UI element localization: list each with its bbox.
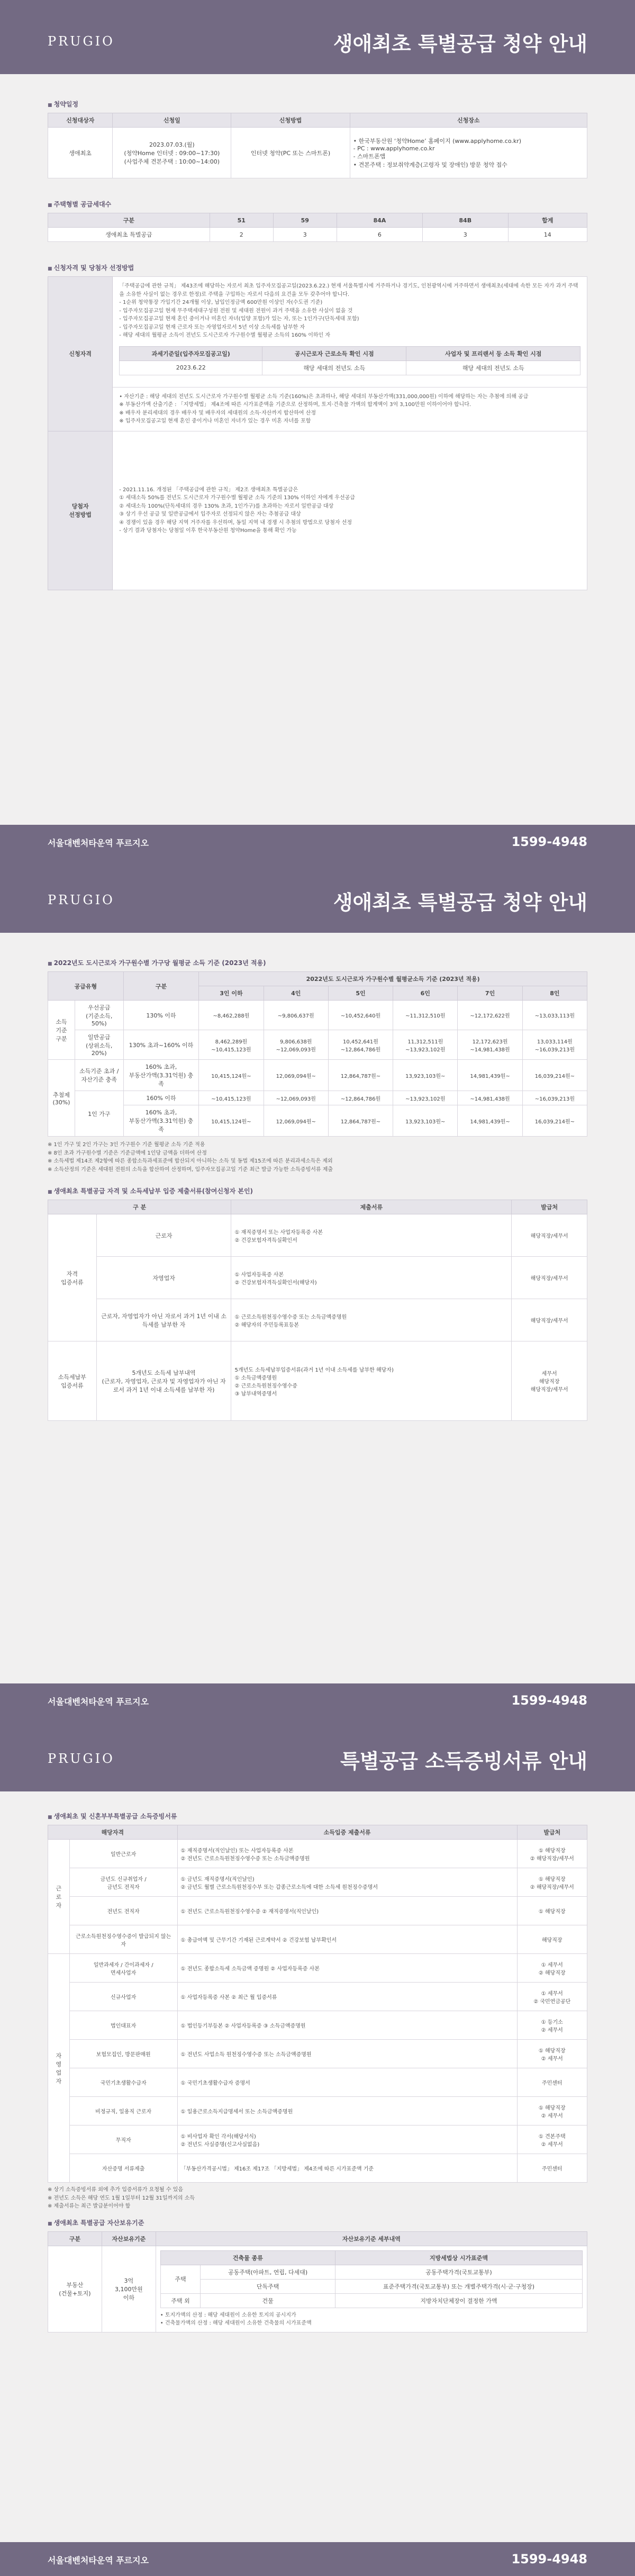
footer-phone: 1599-4948 [511,834,587,849]
table-cell: ① 세무서 ② 해당직장 [517,1954,587,1983]
table-cell: 전년도 전직자 [69,1897,177,1925]
table-header: 자산보유기준 [102,2231,156,2246]
table-row [48,1868,587,1897]
table-header: 3인 이하 [199,986,264,1001]
table-cell: ① 세무서 ② 국민연금공단 [517,1983,587,2011]
table-cell: ① 국민기초생활수급자 증명서 [177,2068,517,2097]
table-cell: ~9,806,637원 [264,1001,328,1030]
table-cell: 해당직장 [517,1925,587,1954]
footer-phone: 1599-4948 [511,2552,587,2566]
table-cell: 주민센터 [517,2154,587,2183]
table-row [48,1060,587,1091]
table-cell: ① 해당직장 ② 세무서 [517,2097,587,2125]
eligibility-text: 「주택공급에 관한 규칙」 제43조에 해당하는 자로서 최초 입주자모집공고일(2023.6.22.) 현재 서울특별시에 거주하거나 경기도, 인천광역시에 거주하면서 생애최초(세대에 속한 모든 자가 과거 주택을 소유한 사실이 없는 경우로 한정)로 주택을 구입하는 자로서 다음의 요건을 모두 갖추어야 합니다. - 1순위 청약통장 가입기간 24개월 이상, 납입인정금액 600만원 이상인 자(수도권 기준) - 입주자모집공고일 현재 무주택세대구성원 전원 및 세대원 전원이 과거 주택을 소유한 사실이 없을 것 - 입주자모집공고일 현재 혼인 중이거나 미혼인 자녀(입양 포함)가 있는 자, 또는 1인가구(단독세대 포함) - 입주자모집공고일 현재 근로자 또는 자영업자로서 5년 이상 소득세를 납부한 자 - 해당 세대의 월평균 소득이 전년도 도시근로자 가구원수별 월평균 소득의 160% 이하인 자 [119,283,578,338]
table-cell: 8,462,289원 ~10,415,123원 [199,1030,264,1060]
table-cell: 지방자치단체장이 결정한 가액 [335,2293,582,2308]
table-cell: 보험모집인, 방문판매원 [69,2040,177,2068]
table-cell: ~16,039,213원 [522,1091,587,1105]
table-cell: 해당직장/세무서 [512,1214,587,1257]
footer-site-name: 서울대벤처타운역 푸르지오 [48,2555,149,2565]
table-cell: 11,312,511원 ~13,923,102원 [393,1030,458,1060]
table-cell: 13,923,103원~ [393,1105,458,1137]
table-row [48,1001,587,1030]
page-2 [0,859,635,1717]
table-cell: 자 영 업 자 [48,1954,70,2183]
table-header: 구분 [123,972,199,1001]
table-cell: 인터넷 청약(PC 또는 스마트폰) [231,128,350,178]
table-header: 자산보유기준 세부내역 [156,2231,587,2246]
table-header: 구 분 [48,1200,231,1214]
table-cell: 3 [422,228,508,242]
table-cell: ① 일용근로소득지급명세서 또는 소득금액증명원 [177,2097,517,2125]
table-cell: 12,069,094원~ [264,1105,328,1137]
table-row [48,1897,587,1925]
table-row [48,2068,587,2097]
footer-site-name: 서울대벤처타운역 푸르지오 [48,1697,149,1707]
table-row [48,1105,587,1137]
table-cell: 주택 외 [160,2293,201,2308]
table-row [48,1983,587,2011]
table-cell: 13,923,103원~ [393,1060,458,1091]
table-cell: 160% 초과, 부동산가액(3.31억원) 충족 [123,1105,199,1137]
eligibility-notes: • 자산기준 : 해당 세대의 전년도 도시근로자 가구원수별 월평균 소득 기준(160%)은 초과하나, 해당 세대의 부동산가액(331,000,000원) 이하에 해당하는 자는 추첨에 의해 공급 ※ 부동산가액 산출기준 : 「지방세법」 제4조에 따른 시가표준액을 기준으로 산정하며, 토지·건축물 가액의 합계액이 3억 3,100만원 이하이어야 합니다. ※ 배우자 분리세대의 경우 배우자 및 배우자의 세대원의 소득·자산까지 합산하여 산정 ※ 입주자모집공고일 현재 혼인 중이거나 미혼인 자녀가 있는 경우 미혼 자녀를 포함 [119,393,529,424]
table-cell: 2023.6.22 [120,361,262,375]
table-cell: 6 [337,228,422,242]
table-cell: ~12,864,786원 [328,1091,393,1105]
table-cell: 공동주택가격(국토교통부) [335,2265,582,2279]
table-row [48,1257,587,1299]
page-footer [0,1683,635,1717]
schedule-table [48,113,587,178]
table-header: 신청대상자 [48,113,113,128]
table-header: 신청장소 [350,113,587,128]
table-cell: ① 해당직장 ② 세무서 [517,2040,587,2068]
table-cell: ① 재직증명서(직인날인) 또는 사업자등록증 사본 ② 전년도 근로소득원천징수영수증 또는 소득금액증명원 [177,1840,517,1868]
table-cell: ~12,069,093원 [264,1091,328,1105]
table-row [48,2040,587,2068]
table-cell: 일반공급 (상위소득, 20%) [75,1030,123,1060]
table-header: 4인 [264,986,328,1001]
table-header: 6인 [393,986,458,1001]
page-body [48,1802,587,2332]
table-header: 소득입증 제출서류 [177,1825,517,1840]
table-cell: 14,981,439원~ [458,1060,522,1091]
section-title: ■ 청약일정 [48,100,587,109]
table-cell: 우선공급 (기준소득, 50%) [75,1001,123,1030]
supply-table [48,213,587,242]
table-cell: 무직자 [69,2125,177,2154]
table-row [48,1840,587,1868]
table-cell: 근로소득원천징수영수증이 발급되지 않는 자 [69,1925,177,1954]
table-row [48,2011,587,2040]
table-row [48,2125,587,2154]
table-cell: ① 총급여액 및 근무기간 기재된 근로계약서 ② 건강보험 납부확인서 [177,1925,517,1954]
table-cell: 10,452,641원 ~12,864,786원 [328,1030,393,1060]
table-cell: ~13,923,102원 [393,1091,458,1105]
documents-table [48,1200,587,1421]
page-footer [0,825,635,859]
table-cell: 자산증명 서류제출 [69,2154,177,2183]
table-header: 신청방법 [231,113,350,128]
table-cell: 국민기초생활수급자 [69,2068,177,2097]
table-cell: ① 견본주택 ② 세무서 [517,2125,587,2154]
selection-method-text: - 2021.11.16. 개정된 「주택공급에 관한 규칙」 제2조 생애최초 특별공급은 ① 세대소득 50%를 전년도 도시근로자 가구원수별 월평균 소득 기준의 130% 이하인 자에게 우선공급 ② 세대소득 100%(단독세대의 경우 130% 초과, 1인가구)를 초과하는 자로서 일반공급 대상 ③ 상기 우선 공급 및 일반공급에서 입주자로 선정되지 않은 자는 추첨공급 대상 ④ 경쟁이 있을 경우 해당 지역 거주자를 우선하며, 동일 지역 내 경쟁 시 추첨의 방법으로 당첨자 선정 - 상기 결과 당첨자는 당첨일 이후 한국부동산원 청약Home을 통해 확인 가능 [119,487,355,534]
table-cell: 10,415,124원~ [199,1105,264,1137]
table-cell: 소득 기준 구분 [48,1001,75,1060]
table-cell: ① 사업자등록증 사본 ② 건강보험자격득실확인서(해당자) [231,1257,512,1299]
income-notes: ※ 1인 가구 및 2인 가구는 3인 가구원수 기준 월평균 소득 기준 적용 ※ 8인 초과 가구원수별 기준은 기준금액에 1인당 금액을 더하여 산정 ※ 소득세법 제14조 제2항에 따른 종합소득과세표준에 합산되지 아니하는 소득 및 동법 제15조에 따른 분리과세소득은 제외 ※ 소득산정의 기준은 세대원 전원의 소득을 합산하여 산정하며, 입주자모집공고일 기준 최근 발급 가능한 소득증빙서류 제출 [48,1142,333,1173]
row-label: 신청자격 [48,277,113,431]
table-row [48,2154,587,2183]
asset-notes: • 토지가액의 산정 : 해당 세대원이 소유한 토지의 공시지가 • 건축물가액의 산정 : 해당 세대원이 소유한 건축물의 시가표준액 [160,2312,312,2326]
table-cell: 1인 가구 [75,1091,123,1137]
table-header: 5인 [328,986,393,1001]
page-header [0,0,635,74]
table-cell: 16,039,214원~ [522,1060,587,1091]
table-row [48,1341,587,1421]
table-cell: ① 전년도 사업소득 원천징수영수증 또는 소득금액증명원 [177,2040,517,2068]
table-cell: 생애최초 특별공급 [48,228,210,242]
table-cell: 소득기준 초과 / 자산기준 충족 [75,1060,123,1091]
table-cell: 근로자, 자영업자가 아닌 자로서 과거 1년 이내 소득세를 납부한 자 [96,1299,231,1341]
table-cell: 160% 초과, 부동산가액(3.31억원) 충족 [123,1060,199,1091]
table-cell: 2 [210,228,273,242]
table-cell: 자격 입증서류 [48,1214,97,1341]
table-header: 건축물 종류 [160,2250,335,2265]
table-cell: 해당 세대의 전년도 소득 [406,361,580,375]
income-proof-table [48,1825,587,2183]
eligibility-table [48,276,587,590]
table-cell: 공동주택(아파트, 연립, 다세대) [201,2265,335,2279]
table-cell: ~8,462,288원 [199,1001,264,1030]
table-cell: 16,039,214원~ [522,1105,587,1137]
table-cell: 3 [273,228,337,242]
section-title: ■ 2022년도 도시근로자 가구원수별 가구당 월평균 소득 기준 (2023년 적용) [48,958,587,967]
table-header: 2022년도 도시근로자 가구원수별 월평균소득 기준 (2023년 적용) [199,972,587,986]
table-cell: 9,806,638원 ~12,069,093원 [264,1030,328,1060]
table-cell: ① 재직증명서 또는 사업자등록증 사본 ② 건강보험자격득실확인서 [231,1214,512,1257]
table-row [48,1214,587,1257]
table-cell: ① 등기소 ② 세무서 [517,2011,587,2040]
table-cell: 생애최초 [48,128,113,178]
table-header: 51 [210,213,273,228]
table-cell: ① 해당직장 ② 해당직장/세무서 [517,1868,587,1897]
table-cell: 법인대표자 [69,2011,177,2040]
page-title: 생애최초 특별공급 청약 안내 [333,891,587,914]
table-cell: ① 근로소득원천징수영수증 또는 소득금액증명원 ② 해당자의 주민등록표등본 [231,1299,512,1341]
section-title: ■ 신청자격 및 당첨자 선정방법 [48,263,587,272]
table-cell: 12,864,787원~ [328,1105,393,1137]
page-body [48,90,587,590]
row-label: 당첨자 선정방법 [48,431,113,590]
table-cell: 표준주택가격(국토교통부) 또는 개별주택가격(시·군·구청장) [335,2279,582,2293]
table-cell: 소득세납부 입증서류 [48,1341,97,1421]
table-cell: 3억 3,100만원 이하 [102,2246,156,2332]
table-header: 공시근로자 근로소득 확인 시점 [262,346,406,361]
table-header: 지방세법상 시가표준액 [335,2250,582,2265]
table-header: 공급유형 [48,972,124,1001]
table-header: 합계 [508,213,587,228]
footer-phone: 1599-4948 [511,1693,587,1708]
table-cell: ~11,312,510원 [393,1001,458,1030]
table-cell: ~12,172,622원 [458,1001,522,1030]
table-cell: ~13,033,113원 [522,1001,587,1030]
page-header [0,1717,635,1791]
table-cell: ~14,981,438원 [458,1091,522,1105]
table-cell: 주민센터 [517,2068,587,2097]
table-cell: 12,172,623원 ~14,981,438원 [458,1030,522,1060]
table-cell: 5개년도 소득세납부입증서류(과거 1년 이내 소득세를 납부한 해당자) ① 소득금액증명원 ② 근로소득원천징수영수증 ③ 납부내역증명서 [231,1341,512,1421]
page-title: 생애최초 특별공급 청약 안내 [333,32,587,56]
table-cell: ① 전년도 근로소득원천징수영수증 ② 재직증명서(직인날인) [177,1897,517,1925]
table-cell: 12,864,787원~ [328,1060,393,1091]
page-title: 특별공급 소득증빙서류 안내 [340,1750,587,1773]
footer-site-name: 서울대벤처타운역 푸르지오 [48,838,149,848]
table-cell: ① 해당직장 ② 해당직장/세무서 [517,1840,587,1868]
table-cell: 일반근로자 [69,1840,177,1868]
table-header: 발급처 [512,1200,587,1214]
table-cell: ~10,415,123원 [199,1091,264,1105]
table-cell: 해당 세대의 전년도 소득 [262,361,406,375]
table-header: 구분 [48,213,210,228]
table-cell: ① 금년도 재직증명서(직인날인) ② 금년도 월별 근로소득원천징수부 또는 갑종근로소득에 대한 소득세 원천징수증명서 [177,1868,517,1897]
page-body [48,949,587,1421]
table-cell: 근로자 [96,1214,231,1257]
table-cell: 10,415,124원~ [199,1060,264,1091]
proof-notes: ※ 상기 소득증빙서류 외에 추가 입증서류가 요청될 수 있음 ※ 전년도 소득은 해당 연도 1월 1일부터 12월 31일까지의 소득 ※ 제출서류는 최근 발급분이어야 함 [48,2187,195,2209]
table-header: 84A [337,213,422,228]
table-cell: 5개년도 소득세 납부내역 (근로자, 자영업자, 근로자 및 자영업자가 아닌 자로서 과거 1년 이내 소득세를 납부한 자) [96,1341,231,1421]
table-header: 신청일 [113,113,231,128]
section-title: ■ 주택형별 공급세대수 [48,200,587,209]
brand-logo: PRUGIO [48,893,115,907]
section-title: ■ 생애최초 및 신혼부부특별공급 소득증빙서류 [48,1812,587,1821]
table-row [48,2097,587,2125]
table-cell: 자영업자 [96,1257,231,1299]
table-cell: ① 사업자등록증 사본 ② 최근 월 입증서류 [177,1983,517,2011]
table-header: 해당자격 [48,1825,178,1840]
table-header: 84B [422,213,508,228]
table-cell: 160% 이하 [123,1091,199,1105]
table-cell: 세무서 해당직장 해당직장/세무서 [512,1341,587,1421]
page-1 [0,0,635,859]
table-cell: 13,033,114원 ~16,039,213원 [522,1030,587,1060]
page-3 [0,1717,635,2576]
table-header: 발급처 [517,1825,587,1840]
table-cell: 추첨제 (30%) [48,1060,75,1137]
table-row [48,1925,587,1954]
table-cell: 해당직장/세무서 [512,1299,587,1341]
asset-table [48,2231,587,2332]
table-cell: ~10,452,640원 [328,1001,393,1030]
table-cell: 130% 초과~160% 이하 [123,1030,199,1060]
brand-logo: PRUGIO [48,1751,115,1766]
table-cell: 건물 [201,2293,335,2308]
asset-inner-table [160,2250,583,2308]
income-basis-table [119,346,580,375]
table-cell: ① 법인등기부등본 ② 사업자등록증 ③ 소득금액증명원 [177,2011,517,2040]
page-header [0,859,635,933]
table-cell: 금년도 신규취업자 / 금년도 전직자 [69,1868,177,1897]
table-row [48,1299,587,1341]
table-cell: 해당직장/세무서 [512,1257,587,1299]
table-cell: ① 비사업자 확인 각서(해당서식) ② 전년도 사실증명(신고사실없음) [177,2125,517,2154]
table-cell: • 한국부동산원 ‘청약Home’ 홈페이지 (www.applyhome.co.kr) - PC : www.applyhome.co.kr - 스마트폰앱 • 견본주택 : 정보취약계층(고령자 및 장애인) 방문 청약 접수 [350,128,587,178]
table-row [48,1091,587,1105]
table-cell: 신규사업자 [69,1983,177,2011]
table-cell: ① 해당직장 [517,1897,587,1925]
table-row [48,1954,587,1983]
table-cell: ① 전년도 종합소득세 소득금액 증명원 ② 사업자등록증 사본 [177,1954,517,1983]
table-header: 8인 [522,986,587,1001]
table-header: 7인 [458,986,522,1001]
table-cell: 14,981,439원~ [458,1105,522,1137]
table-header: 사업자 및 프리랜서 등 소득 확인 시점 [406,346,580,361]
table-cell: 단독주택 [201,2279,335,2293]
table-cell: 주택 [160,2265,201,2293]
table-cell: 130% 이하 [123,1001,199,1030]
table-cell: 비정규직, 일용직 근로자 [69,2097,177,2125]
brand-logo: PRUGIO [48,34,115,49]
table-header: 제출서류 [231,1200,512,1214]
page-footer [0,2542,635,2576]
table-header: 과세기준일(입주자모집공고일) [120,346,262,361]
table-header: 59 [273,213,337,228]
section-title: ■ 생애최초 특별공급 자격 및 소득세납부 입증 제출서류(참여신청자 본인) [48,1186,587,1195]
table-cell: 2023.07.03.(월) (청약Home 인터넷 : 09:00~17:30) (사업주체 견본주택 : 10:00~14:00) [113,128,231,178]
income-standard-table [48,971,587,1137]
table-cell: 「부동산가격공시법」 제16조 제17조 「지방세법」 제4조에 따른 시가표준액 기준 [177,2154,517,2183]
table-cell: 14 [508,228,587,242]
table-cell: 일반과세자 / 간이과세자 / 면세사업자 [69,1954,177,1983]
table-header: 구분 [48,2231,102,2246]
table-row [48,1030,587,1060]
section-title: ■ 생애최초 특별공급 자산보유기준 [48,2218,587,2227]
table-cell: 12,069,094원~ [264,1060,328,1091]
table-cell: 부동산 (건물+토지) [48,2246,102,2332]
table-cell: 근 로 자 [48,1840,70,1954]
